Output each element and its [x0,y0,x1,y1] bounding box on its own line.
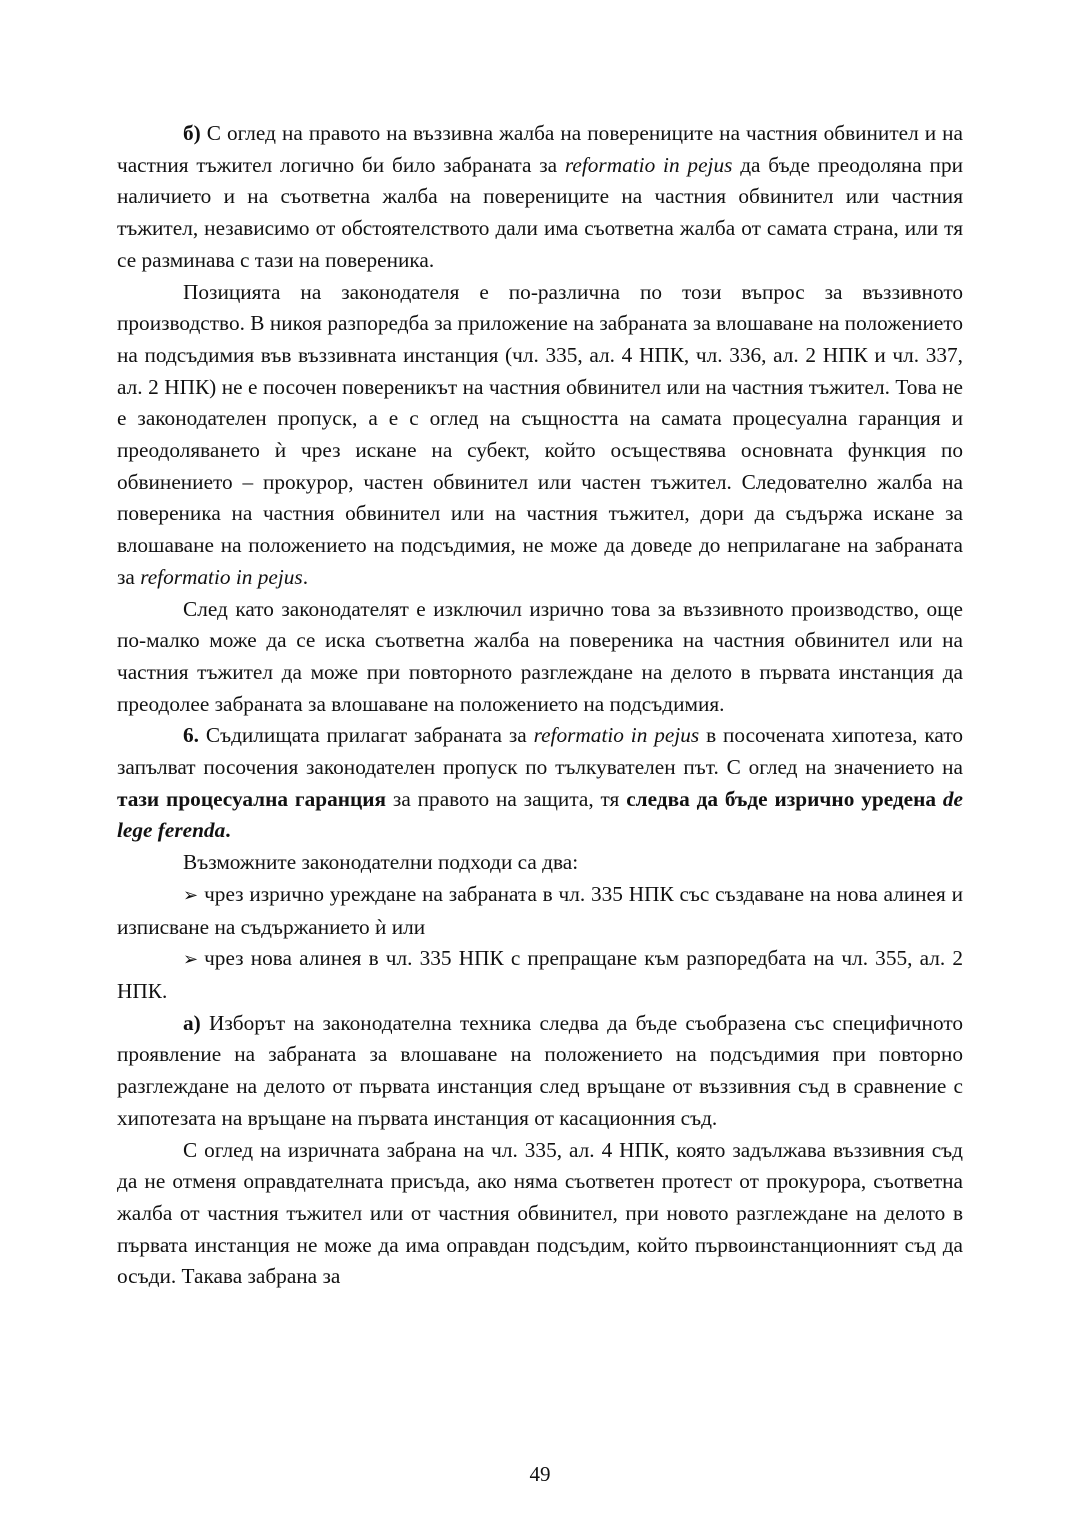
arrow-bullet-icon: ➢ [183,949,199,971]
paragraph-lead: 6. [183,723,199,748]
paragraph-first-instance: След като законодателят е изключил изрично това за въззивното производство, още по-малко може да се иска съответна жалба на повереника на частния обвинител или на частния тъжител да може при повторното разглеждане на делото в първата инстанция да преодолее забраната за влошаване на положението на подсъдимия. [117,596,963,716]
paragraph-a: а) Изборът на законодателна техника следва да бъде съобразена със специфичното проявление на забраната за влошаване на положението на подсъдимия при повторно разглеждане на делото от първата инстанция след връщане от въззивния съд в сравнение с хипотезата на връщане на първата инстанция от касационния съд. [117,1010,963,1130]
paragraph-explicit-ban: С оглед на изричната забрана на чл. 335, ал. 4 НПК, която задължава въззивния съд да не отменя оправдателната присъда, ако няма съответен протест от прокурора, съответна жалба от частния тъжител или от частния обвинител, при новото разглеждане на делото в първата инстанция не може да има оправдан подсъдим, който първоинстанционният съд да осъди. Такава забрана за [117,1137,963,1289]
paragraph-approaches: Възможните законодателни подходи са два: [183,850,579,875]
latin-term: reformatio in pejus [533,723,700,748]
paragraph-lead: а) [183,1010,201,1035]
paragraph-b: б) С оглед на правото на въззивна жалба на повереницитe на частния обвинител и на частния тъжител логично би било забраната за reformatio in pejus да бъде преодоляна при наличието и на съответна жалба на повереницитe на частния обвинител или частния тъжител, независимо от обстоятелството дали има съответна жалба от самата страна, или тя се разминава с тази на повереника. [117,121,963,272]
paragraph-6: 6. Съдилищата прилагат забраната за reformatio in pejus в посочената хипотеза, като запълват посочения законодателен пропуск по тълкувателен път. С оглед на значението на тази процесуална гаранция за правото на защита, тя следва да бъде изрично уредена de lege ferenda. [117,723,963,843]
list-item: ➢ чрез изрично уреждане на забраната в чл. 335 НПК със създаване на нова алинея и изписване на съдържанието ѝ или [117,881,963,939]
page-number: 49 [529,1462,551,1486]
latin-term: reformatio in pejus [140,564,303,589]
latin-term: de lege ferenda [117,786,963,843]
paragraph-legislator-position: Позицията на законодателя е по-различна по този въпрос за въззивното производство. В никоя разпоредба за приложение на забраната за влошаване на положението на подсъдимия във въззивната инстанция (чл. 335, ал. 4 НПК, чл. 336, ал. 2 НПК и чл. 337, ал. 2 НПК) не е посочен повереникът на частния обвинител или на частния тъжител. Това не е законодателен пропуск, а е с оглед на същността на самата процесуална гаранция и преодоляването ѝ чрез искане на субект, който осъществява основната функция по обвинението – прокурор, частен обвинител или частен тъжител. Следователно жалба на повереника на частния обвинител или на частния тъжител, дори да съдържа искане за влошаване на положението на подсъдимия, не може да доведе до неприлагане на забраната за reformatio in pejus. [117,279,963,589]
paragraph-lead: б) [183,121,201,145]
arrow-bullet-icon: ➢ [183,884,199,906]
list-item: ➢ чрез нова алинея в чл. 335 НПК с препращане към разпоредбата на чл. 355, ал. 2 НПК. [117,946,963,1003]
latin-term: reformatio in pejus [564,152,733,177]
page-body [117,118,963,1293]
